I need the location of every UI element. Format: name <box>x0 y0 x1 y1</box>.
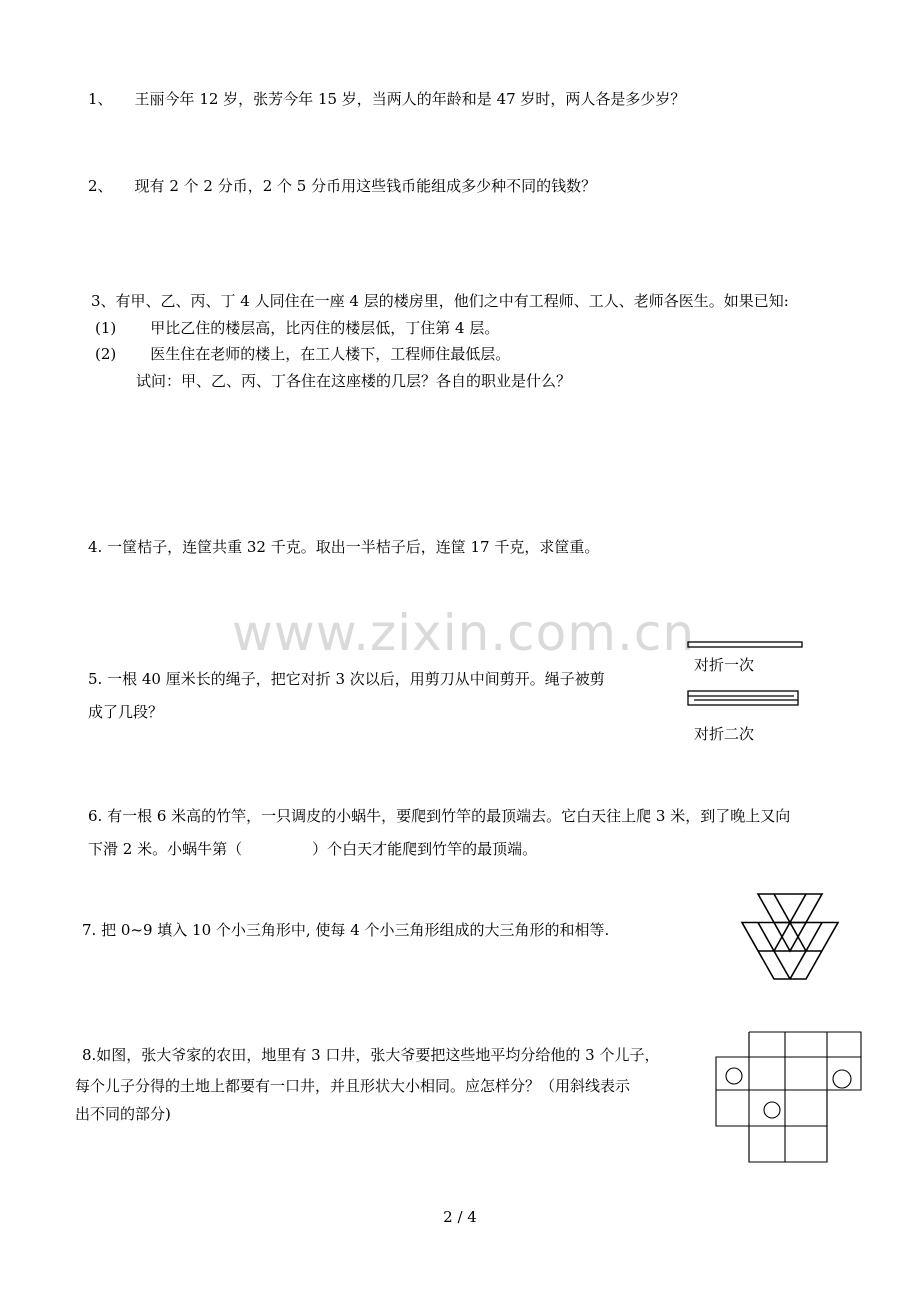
well-3 <box>833 1070 851 1088</box>
condition-1-number: (1) <box>95 319 117 337</box>
question-6-text-before-blank: 下滑 2 米。小蜗牛第（ <box>88 840 243 858</box>
question-2-number: 2、 <box>88 177 113 195</box>
fold-twice-label: 对折二次 <box>694 725 755 743</box>
question-2 <box>88 176 596 196</box>
condition-2-text: 医生住在老师的楼上，在工人楼下，工程师住最低层。 <box>150 345 511 363</box>
question-3-ask: 试问：甲、乙、丙、丁各住在这座楼的几层？各自的职业是什么？ <box>136 372 572 390</box>
question-3-condition-2 <box>95 344 510 364</box>
fold-diagram <box>680 636 810 726</box>
question-4: 4. 一筐桔子，连筐共重 32 千克。取出一半桔子后，连筐 17 千克，求筐重。 <box>88 538 600 556</box>
farmland-grid <box>715 1031 865 1163</box>
question-6-line-2 <box>88 839 537 859</box>
condition-2-number: (2) <box>95 345 117 363</box>
question-5-line-1: 5. 一根 40 厘米长的绳子，把它对折 3 次以后，用剪刀从中间剪开。绳子被剪 <box>88 670 605 688</box>
question-8-line-3: 出不同的部分) <box>75 1105 171 1123</box>
question-8-line-1: 8.如图，张大爷家的农田，地里有 3 口井，张大爷要把这些地平均分给他的 3 个儿子， <box>82 1046 660 1064</box>
question-3-intro: 3、有甲、乙、丙、丁 4 人同住在一座 4 层的楼房里，他们之中有工程师、工人、老师各医生。如果已知: <box>91 292 789 310</box>
question-3-condition-1 <box>95 318 499 338</box>
triangle-grid-diagram <box>740 893 840 983</box>
fold-once-label: 对折一次 <box>694 656 755 674</box>
question-1-number: 1、 <box>88 90 113 108</box>
question-2-text: 现有 2 个 2 分币，2 个 5 分币用这些钱币能组成多少种不同的钱数？ <box>134 177 597 195</box>
question-1-text: 王丽今年 12 岁，张芳今年 15 岁，当两人的年龄和是 47 岁时，两人各是多少岁？ <box>134 90 686 108</box>
question-8-line-2: 每个儿子分得的土地上都要有一口井，并且形状大小相同。应怎样分？（用斜线表示 <box>75 1077 631 1095</box>
question-5-line-2: 成了几段？ <box>88 703 164 721</box>
page-number: 2 / 4 <box>443 1208 477 1226</box>
question-7: 7. 把 0~9 填入 10 个小三角形中, 使每 4 个小三角形组成的大三角形的和相等. <box>82 921 610 939</box>
well-1 <box>726 1068 742 1084</box>
question-1 <box>88 89 685 109</box>
fold-twice-rope-outer <box>688 691 798 705</box>
watermark: www.zixin.com.cn <box>232 604 696 662</box>
condition-1-text: 甲比乙住的楼层高，比丙住的楼层低，丁住第 4 层。 <box>150 319 500 337</box>
fold-once-rope <box>688 642 802 647</box>
question-6-text-after-blank: ）个白天才能爬到竹竿的最顶端。 <box>312 840 538 858</box>
question-6-line-1: 6. 有一根 6 米高的竹竿，一只调皮的小蜗牛，要爬到竹竿的最顶端去。它白天往上爬 3 米，到了晚上又向 <box>88 807 791 825</box>
well-2 <box>764 1102 780 1118</box>
